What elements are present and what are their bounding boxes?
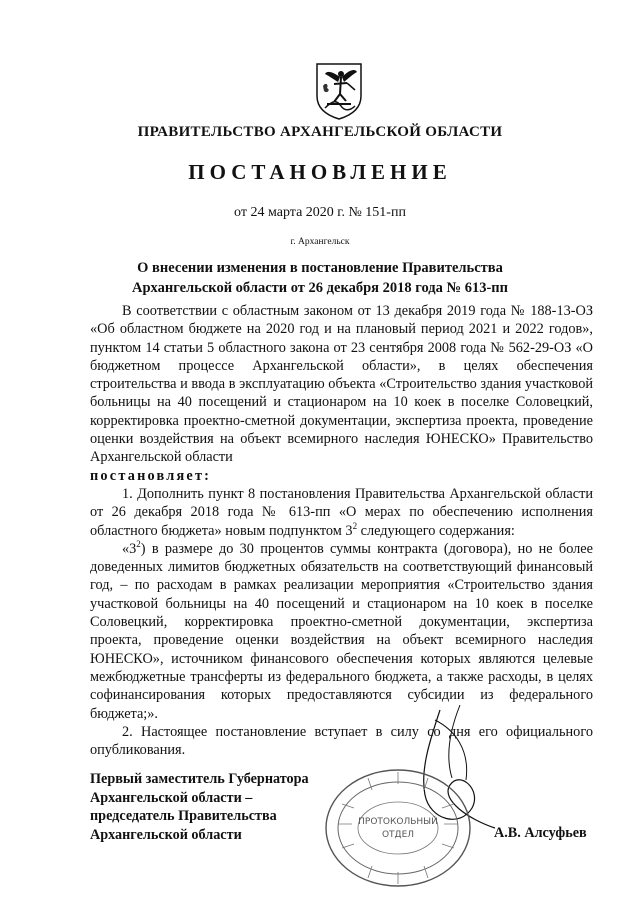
quote-superscript: 2	[136, 539, 141, 550]
date-number: от 24 марта 2020 г. № 151-пп	[234, 205, 406, 220]
subject-line-1: О внесении изменения в постановление Правительства	[137, 260, 503, 276]
preamble-paragraph	[90, 302, 593, 485]
quote-open: «3	[122, 540, 137, 557]
quote-text: ) в размере до 30 процентов суммы контракта (договора), но не более доведенных лимитов бюджетных обязательств на соответствующий финансовый год, – по расходам в рамках реализации мероприятия «Строительство здания участковой больницы на 40 посещений и стационаром на 10 коек в поселке Соловецкий, корректировка проектно-сметной документации, экспертиза проекта, проведение оценки воздействия на объект всемирного наследия ЮНЕСКО», источником финансового обеспечения которых являются целевые межбюджетные трансферты из федерального бюджета, а также расходы, в целях софинансирования которых предоставляются субсидии из федерального бюджета;».	[90, 540, 593, 722]
document-body	[90, 302, 593, 759]
position-line-4: Архангельской области	[90, 826, 242, 843]
signatory-position	[90, 770, 350, 844]
decrees-word: постановляет	[90, 467, 205, 484]
signatory-name: А.В. Алсуфьев	[494, 825, 587, 841]
item-2-paragraph	[90, 723, 593, 760]
document-subject	[110, 258, 530, 298]
government-name: ПРАВИТЕЛЬСТВО АРХАНГЕЛЬСКОЙ ОБЛАСТИ	[137, 124, 503, 140]
item-2-text: 2. Настоящее постановление вступает в силу со дня его официального опубликования.	[90, 723, 593, 759]
position-line-2: Архангельской области –	[90, 789, 253, 806]
position-line-3: председатель Правительства	[90, 808, 277, 824]
item-1-text-end: следующего содержания:	[357, 522, 515, 539]
item-1-paragraph	[90, 485, 593, 540]
item-1-text: 1. Дополнить пункт 8 постановления Правительства Архангельской области от 26 декабря 2018 года № 613-пп «О мерах по обеспечению исполнения областного бюджета» новым подпунктом 3	[90, 485, 593, 539]
position-line-1: Первый заместитель Губернатора	[90, 771, 309, 787]
document-type-title: ПОСТАНОВЛЕНИЕ	[188, 160, 452, 184]
coat-of-arms-icon	[313, 60, 365, 120]
quoted-subparagraph	[90, 540, 593, 723]
stamp-text-2: ОТДЕЛ	[381, 830, 415, 840]
preamble-text: В соответствии с областным законом от 13 декабря 2019 года № 188-13-ОЗ «Об областном бюджете на 2020 год и на плановый период 2021 и 2022 годов», пунктом 14 статьи 5 областного закона от 23 сентября 2008 года № 562-29-ОЗ «О бюджетном процессе Архангельской области», в целях обеспечения строительства и ввода в эксплуатацию объекта «Строительство здания участковой больницы на 40 посещений и стационаром на 10 коек в поселке Соловецкий, корректировка проектно-сметной документации, экспертиза проекта, проведение оценки воздействия на объект всемирного наследия ЮНЕСКО» Правительство Архангельской области	[90, 303, 593, 466]
decrees-colon: :	[204, 467, 209, 484]
subject-line-2: Архангельской области от 26 декабря 2018 года № 613-пп	[132, 280, 508, 296]
city: г. Архангельск	[290, 237, 350, 247]
item-1-superscript: 2	[352, 520, 358, 531]
stamp-text-1: ПРОТОКОЛЬНЫЙ	[358, 817, 438, 827]
